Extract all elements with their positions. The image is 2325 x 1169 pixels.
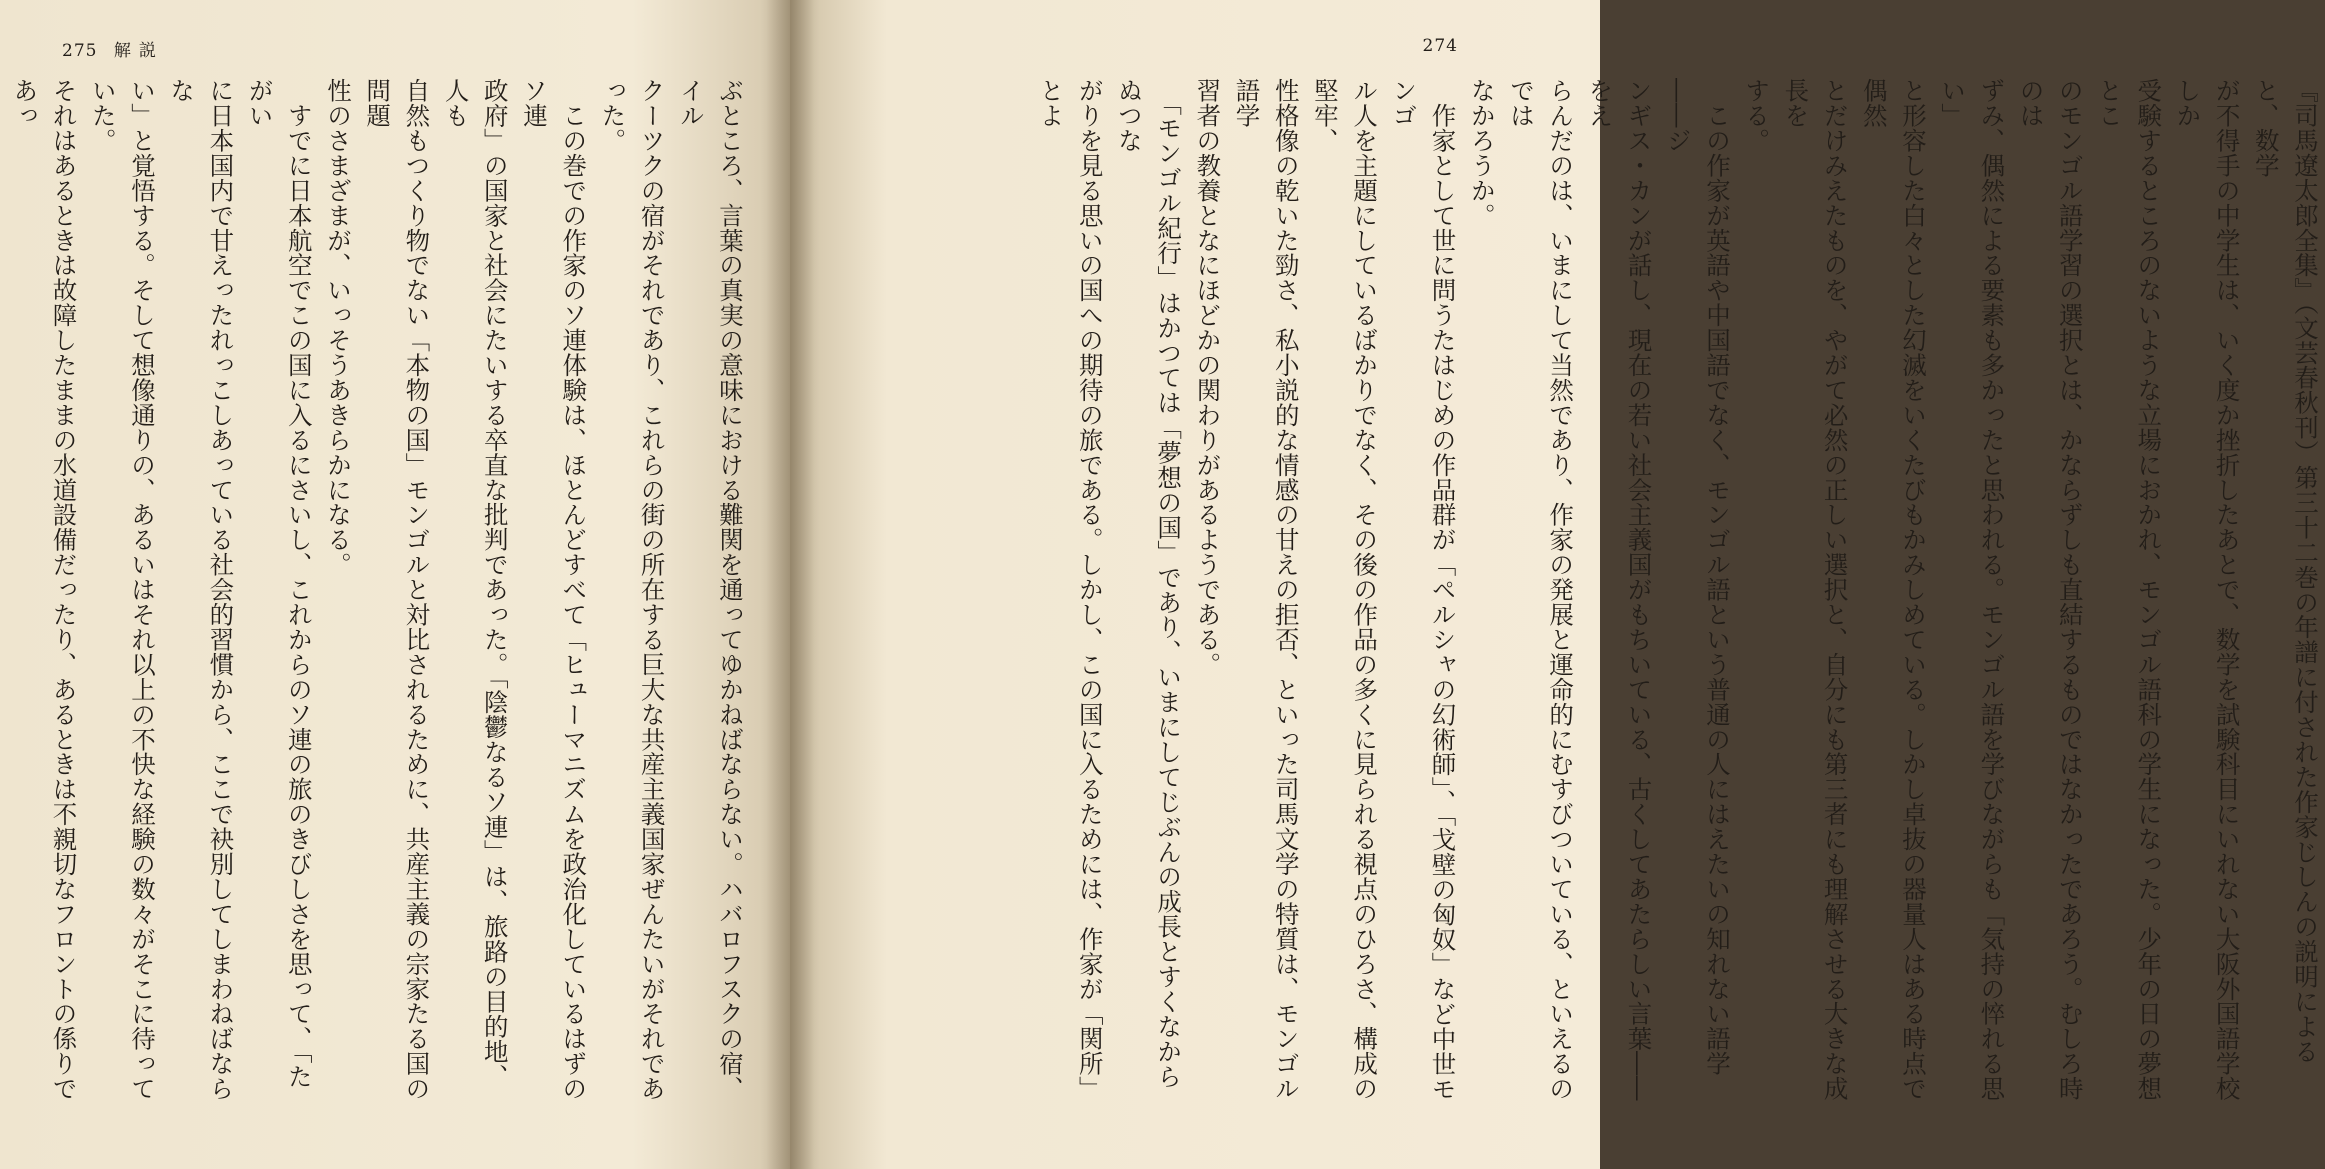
- left-page: [0, 0, 790, 1169]
- right-page: [790, 0, 2320, 1169]
- right-page-header: [1423, 36, 1458, 56]
- running-title: 解説: [113, 41, 164, 61]
- left-page-body-text: ぶところ、言葉の真実の意味における難関を通ってゆかねばならない。ハバロフスクの宿、イル クーツクの宿がそれであり、これらの街の所在する巨大な共産主義国家ぜんたいがそれであった。 この巻での作家のソ連体験は、ほとんどすべて「ヒューマニズムを政治化しているはずのソ連 政府」の国家と社会にたいする卒直な批判であった。「陰鬱なるソ連」は、旅路の目的地、人も 自然もつくり物でない「本物の国」モンゴルと対比されるために、共産主義の宗家たる国の問題 性のさまざまが、いっそうあきらかになる。 すでに日本航空でこの国に入るにさいし、これからのソ連の旅のきびしさを思って、「たがい に日本国内で甘えったれっこしあっている社会的習慣から、ここで袂別してしまわねばならな い」と覚悟する。そして想像通りの、あるいはそれ以上の不快な経験の数々がそこに待っていた。 それはあるときは故障したままの水道設備だったり、あるときは不親切なフロントの係りであっ: [10, 78, 745, 1101]
- right-page-number: 274: [1422, 36, 1458, 56]
- left-page-number: 275: [62, 41, 98, 61]
- left-page-header: [62, 36, 164, 61]
- right-page-body-text: 『司馬遼太郎全集』（文芸春秋刊）第三十二巻の年譜に付された作家じしんの説明によると、数学 が不得手の中学生は、いく度か挫折したあとで、数学を試験科目にいれない大阪外国語学校しか 受験するところのないような立場におかれ、モンゴル語科の学生になった。少年の日の夢想とこ のモンゴル語学習の選択とは、かならずしも直結するものではなかったであろう。むしろ時のは ずみ、偶然による要素も多かったと思われる。モンゴル語を学びながらも「気持の悴れる思い」 と形容した白々とした幻滅をいくたびもかみしめている。しかし卓抜の器量人はある時点で偶然 とだけみえたものを、やがて必然の正しい選択と、自分にも第三者にも理解させる大きな成長を する。 この作家が英語や中国語でなく、モンゴル語という普通の人にはえたいの知れない語学――ジ ンギス・カンが話し、現在の若い社会主義国がもちいている、古くしてあたらしい言葉――をえ らんだのは、いまにして当然であり、作家の発展と運命的にむすびついている、といえるのでは なかろうか。 作家として世に問うたはじめの作品群が「ペルシャの幻術師」、「戈壁の匈奴」など中世モンゴ ル人を主題にしているばかりでなく、その後の作品の多くに見られる視点のひろさ、構成の堅牢、 性格像の乾いた勁さ、私小説的な情感の甘えの拒否、といった司馬文学の特質は、モンゴル語学 習者の教養となにほどかの関わりがあるようである。 「モンゴル紀行」はかつては「夢想の国」であり、いまにしてじぶんの成長とすくなからぬつな がりを見る思いの国への期待の旅である。しかし、この国に入るためには、作家が「関所」とよ: [1036, 78, 2320, 1102]
